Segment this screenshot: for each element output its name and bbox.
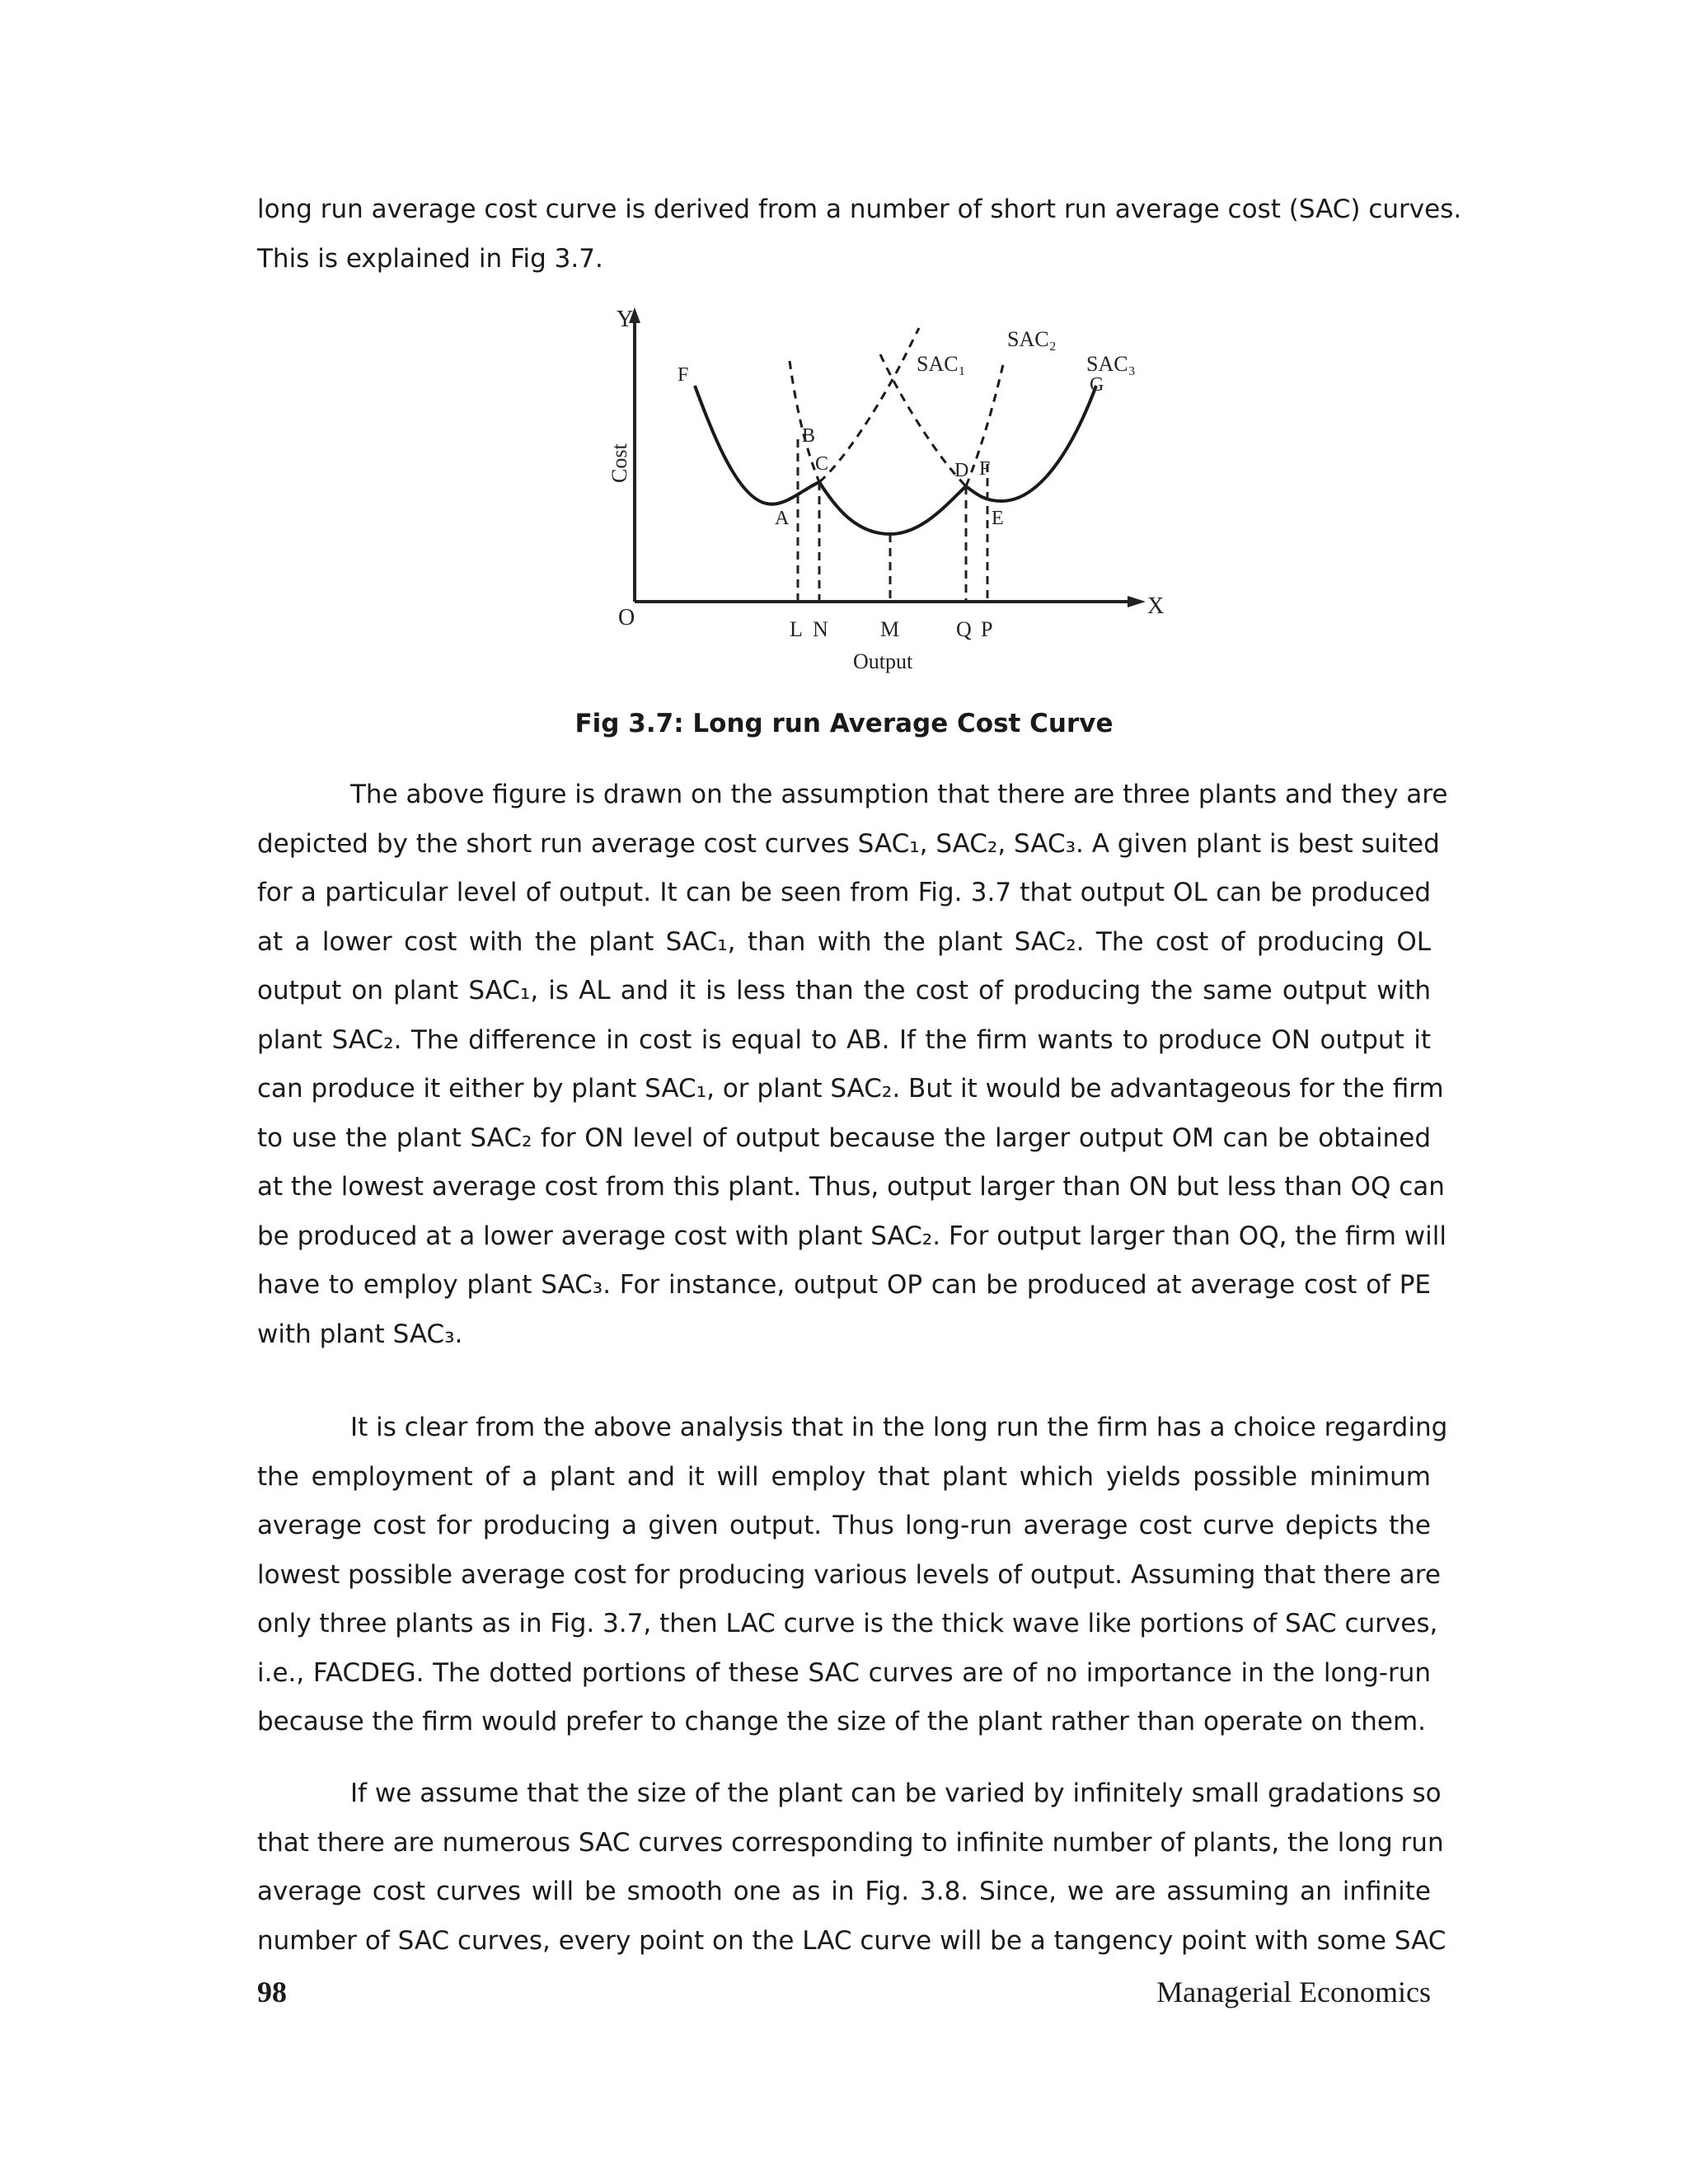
sac2-solid-curve [819,482,966,534]
text-line: lowest possible average cost for producing various levels of output. Assuming that there are [257,1559,1441,1590]
figure-caption: Fig 3.7: Long run Average Cost Curve [574,709,1114,738]
lac-figure [607,303,1170,691]
origin-label: O [618,605,635,630]
text-line: have to employ plant SAC₃. For instance, output OP can be produced at average cost of PE [257,1270,1431,1300]
text-line: number of SAC curves, every point on the LAC curve will be a tangency point with some SAC [257,1925,1447,1956]
text-line: depicted by the short run average cost curves SAC₁, SAC₂, SAC₃. A given plant is best suited [257,828,1440,859]
text-line: can produce it either by plant SAC₁, or plant SAC₂. But it would be advantageous for the firm [257,1074,1444,1104]
point-label-F-right: F [979,458,991,480]
sac2-label: SAC₂ [1007,327,1057,351]
sac1-label: SAC₁ [917,352,966,376]
page-number: 98 [257,1975,287,2008]
cost-axis-label: Cost [607,443,631,483]
text-line: The above figure is drawn on the assumption that there are three plants and they are [350,780,1448,809]
output-axis-label: Output [853,649,913,673]
point-label-C: C [815,453,829,475]
text-line: average cost curves will be smooth one as in Fig. 3.8. Since, we are assuming an infinite [257,1877,1431,1906]
text-line: plant SAC₂. The difference in cost is equal to AB. If the firm wants to produce ON output it [257,1024,1431,1055]
sac1-dashed-curve [819,328,919,482]
text-line: at the lowest average cost from this plant. Thus, output larger than ON but less than OQ can [257,1172,1445,1202]
point-label-G: G [1090,374,1104,396]
x-tick-L: L [790,617,803,641]
text-line: This is explained in Fig 3.7. [257,243,603,274]
text-line: the employment of a plant and it will employ that plant which yields possible minimum [257,1461,1431,1492]
page-footer [257,1975,1431,2014]
text-line: If we assume that the size of the plant can be varied by infinitely small gradations so [350,1779,1442,1808]
text-line: i.e., FACDEG. The dotted portions of these SAC curves are of no importance in the long-run [257,1657,1431,1688]
text-line: only three plants as in Fig. 3.7, then LAC curve is the thick wave like portions of SAC curves, [257,1609,1438,1638]
x-axis-arrow [1128,596,1146,607]
text-line: output on plant SAC₁, is AL and it is less than the cost of producing the same output with [257,976,1431,1005]
text-line: because the firm would prefer to change the size of the plant rather than operate on them. [257,1707,1426,1736]
text-line: for a particular level of output. It can be seen from Fig. 3.7 that output OL can be produced [257,878,1431,907]
x-tick-P: P [981,617,993,641]
point-label-D: D [954,460,969,481]
x-tick-Q: Q [956,617,972,641]
point-label-E: E [992,508,1004,529]
paragraph-3 [257,1769,1447,1966]
text-line: be produced at a lower average cost with plant SAC₂. For output larger than OQ, the firm will [257,1221,1447,1251]
point-label-F-left: F [678,364,689,386]
point-label-B: B [802,425,816,447]
sac3-solid-curve [966,386,1096,501]
text-line: It is clear from the above analysis that in the long run the firm has a choice regarding [350,1413,1448,1442]
text-line: that there are numerous SAC curves corresponding to infinite number of plants, the long run [257,1827,1444,1858]
point-label-A: A [775,508,790,529]
y-axis-label: Y [617,307,634,332]
text-line: at a lower cost with the plant SAC₁, than with the plant SAC₂. The cost of producing OL [257,926,1431,957]
text-line: to use the plant SAC₂ for ON level of output because the larger output OM can be obtained [257,1122,1431,1153]
book-title: Managerial Economics [1156,1975,1431,2008]
text-line: average cost for producing a given output. Thus long-run average cost curve depicts the [257,1511,1431,1540]
x-axis-label: X [1147,593,1165,619]
paragraph-2 [257,1404,1448,1747]
intro-paragraph [257,185,1462,284]
sac3-label: SAC₃ [1086,352,1136,376]
paragraph-1 [257,771,1448,1359]
text-line: with plant SAC₃. [257,1319,463,1349]
sac1-solid-curve [695,386,819,504]
x-tick-N: N [813,617,828,641]
text-line: long run average cost curve is derived from a number of short run average cost (SAC) curves. [257,194,1462,224]
x-tick-M: M [880,617,900,641]
